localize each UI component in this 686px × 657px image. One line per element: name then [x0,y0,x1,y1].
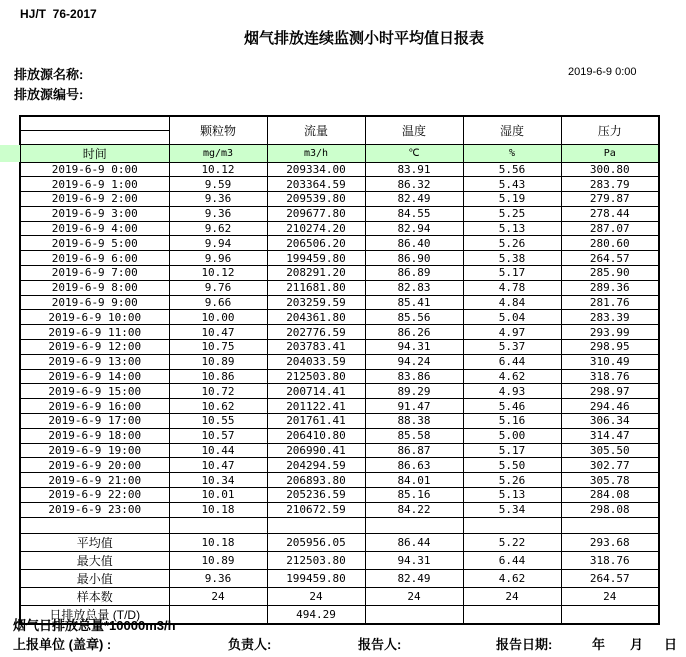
value-cell: 209539.80 [267,192,365,207]
source-code-label: 排放源编号: [14,87,84,102]
time-cell: 2019-6-9 9:00 [20,295,169,310]
time-header-label: 时间 [82,146,107,161]
value-cell: 206506.20 [267,236,365,251]
param-header-pressure: 压力 [561,116,659,144]
unit-pressure: Pa [561,144,659,162]
summary-row [20,533,659,551]
empty-cell [365,517,463,533]
value-cell: 203259.59 [267,295,365,310]
param-header-temperature: 温度 [365,116,463,144]
value-cell: 9.66 [169,295,267,310]
table-row [20,488,659,503]
table-row [20,428,659,443]
value-cell: 24 [267,587,365,605]
value-cell: 310.49 [561,354,659,369]
corner-split-line [21,117,169,131]
value-cell: 5.13 [463,488,561,503]
summary-label-cell: 最大值 [20,551,169,569]
value-cell: 94.24 [365,354,463,369]
value-cell: 5.16 [463,414,561,429]
value-cell: 209334.00 [267,162,365,177]
value-cell: 318.76 [561,369,659,384]
value-cell: 86.32 [365,177,463,192]
corner-cell [20,116,169,144]
value-cell: 202776.59 [267,325,365,340]
time-cell: 2019-6-9 20:00 [20,458,169,473]
table-row [20,369,659,384]
table-row [20,251,659,266]
unit-header-row [20,144,659,162]
value-cell: 91.47 [365,399,463,414]
value-cell: 9.94 [169,236,267,251]
stamp-label: 上报单位 (盖章) : [13,637,112,652]
year-label: 年 [592,637,606,652]
value-cell: 10.18 [169,502,267,517]
value-cell: 283.79 [561,177,659,192]
day-label: 日 [664,637,678,652]
value-cell [463,605,561,624]
value-cell: 5.26 [463,236,561,251]
time-cell: 2019-6-9 18:00 [20,428,169,443]
report-datetime: 2019-6-9 0:00 [568,66,637,78]
time-cell: 2019-6-9 23:00 [20,502,169,517]
value-cell: 318.76 [561,551,659,569]
value-cell: 83.91 [365,162,463,177]
value-cell: 5.25 [463,206,561,221]
value-cell: 314.47 [561,428,659,443]
param-header-row [20,116,659,144]
empty-cell [169,517,267,533]
value-cell: 85.58 [365,428,463,443]
value-cell: 203364.59 [267,177,365,192]
summary-row [20,587,659,605]
summary-label-cell: 最小值 [20,569,169,587]
value-cell: 82.83 [365,280,463,295]
value-cell: 5.04 [463,310,561,325]
param-header-particulate: 颗粒物 [169,116,267,144]
value-cell: 285.90 [561,266,659,281]
value-cell: 212503.80 [267,369,365,384]
table-row [20,162,659,177]
value-cell: 279.87 [561,192,659,207]
value-cell: 5.00 [463,428,561,443]
value-cell: 85.16 [365,488,463,503]
unit-flow: m3/h [267,144,365,162]
value-cell: 203783.41 [267,340,365,355]
value-cell: 287.07 [561,221,659,236]
value-cell: 211681.80 [267,280,365,295]
value-cell: 205236.59 [267,488,365,503]
time-cell: 2019-6-9 17:00 [20,414,169,429]
summary-label-cell: 平均值 [20,533,169,551]
value-cell: 5.17 [463,443,561,458]
value-cell: 4.97 [463,325,561,340]
empty-cell [20,517,169,533]
value-cell: 210274.20 [267,221,365,236]
value-cell: 294.46 [561,399,659,414]
value-cell: 86.87 [365,443,463,458]
value-cell: 306.34 [561,414,659,429]
value-cell: 5.38 [463,251,561,266]
value-cell: 89.29 [365,384,463,399]
value-cell: 5.43 [463,177,561,192]
time-cell: 2019-6-9 22:00 [20,488,169,503]
time-cell: 2019-6-9 13:00 [20,354,169,369]
monitoring-table [19,115,660,625]
table-row [20,443,659,458]
time-cell: 2019-6-9 12:00 [20,340,169,355]
value-cell: 305.78 [561,473,659,488]
value-cell: 9.36 [169,569,267,587]
value-cell: 199459.80 [267,251,365,266]
value-cell: 10.01 [169,488,267,503]
value-cell: 283.39 [561,310,659,325]
responsible-label: 负责人: [228,637,272,652]
value-cell: 82.49 [365,192,463,207]
value-cell: 298.95 [561,340,659,355]
value-cell: 24 [463,587,561,605]
value-cell: 204033.59 [267,354,365,369]
table-row [20,280,659,295]
reporter-label: 报告人: [358,637,402,652]
time-cell: 2019-6-9 6:00 [20,251,169,266]
empty-cell [463,517,561,533]
value-cell: 201761.41 [267,414,365,429]
value-cell: 24 [169,587,267,605]
footnote: 烟气日排放总量*10000m3/h [13,618,176,633]
value-cell: 5.19 [463,192,561,207]
spacer-row [20,517,659,533]
time-cell: 2019-6-9 14:00 [20,369,169,384]
value-cell: 10.34 [169,473,267,488]
unit-temperature: ℃ [365,144,463,162]
value-cell: 4.93 [463,384,561,399]
value-cell: 199459.80 [267,569,365,587]
value-cell: 86.90 [365,251,463,266]
value-cell: 5.22 [463,533,561,551]
time-cell: 2019-6-9 3:00 [20,206,169,221]
table-row [20,206,659,221]
empty-cell [561,517,659,533]
table-row [20,325,659,340]
value-cell: 10.12 [169,162,267,177]
time-cell: 2019-6-9 1:00 [20,177,169,192]
table-row [20,399,659,414]
value-cell: 212503.80 [267,551,365,569]
value-cell: 84.55 [365,206,463,221]
hourly-body [20,162,659,624]
value-cell: 206893.80 [267,473,365,488]
param-header-humidity: 湿度 [463,116,561,144]
value-cell: 206410.80 [267,428,365,443]
param-header-flow: 流量 [267,116,365,144]
table-row [20,310,659,325]
value-cell: 5.56 [463,162,561,177]
table-row [20,295,659,310]
value-cell: 10.44 [169,443,267,458]
value-cell: 24 [561,587,659,605]
summary-row [20,569,659,587]
value-cell: 6.44 [463,354,561,369]
value-cell: 293.99 [561,325,659,340]
value-cell: 10.18 [169,533,267,551]
value-cell: 83.86 [365,369,463,384]
value-cell: 9.62 [169,221,267,236]
value-cell: 298.08 [561,502,659,517]
value-cell: 208291.20 [267,266,365,281]
value-cell: 10.72 [169,384,267,399]
value-cell: 6.44 [463,551,561,569]
value-cell: 10.75 [169,340,267,355]
value-cell: 206990.41 [267,443,365,458]
table-row [20,177,659,192]
value-cell: 4.62 [463,569,561,587]
value-cell [169,605,267,624]
value-cell: 85.56 [365,310,463,325]
table-row [20,236,659,251]
value-cell: 204361.80 [267,310,365,325]
table-row [20,192,659,207]
value-cell: 10.00 [169,310,267,325]
value-cell: 88.38 [365,414,463,429]
value-cell: 85.41 [365,295,463,310]
value-cell: 300.80 [561,162,659,177]
value-cell: 86.63 [365,458,463,473]
value-cell: 10.47 [169,325,267,340]
table-head [20,116,659,162]
time-cell: 2019-6-9 8:00 [20,280,169,295]
value-cell [365,605,463,624]
value-cell: 281.76 [561,295,659,310]
time-header-cell [20,144,169,162]
value-cell: 205956.05 [267,533,365,551]
empty-cell [267,517,365,533]
value-cell: 284.08 [561,488,659,503]
value-cell: 4.62 [463,369,561,384]
time-cell: 2019-6-9 19:00 [20,443,169,458]
value-cell: 9.36 [169,206,267,221]
value-cell: 204294.59 [267,458,365,473]
table-row [20,502,659,517]
time-cell: 2019-6-9 2:00 [20,192,169,207]
value-cell: 9.59 [169,177,267,192]
value-cell: 9.76 [169,280,267,295]
value-cell: 200714.41 [267,384,365,399]
value-cell: 9.96 [169,251,267,266]
value-cell: 5.17 [463,266,561,281]
value-cell: 24 [365,587,463,605]
table-row [20,340,659,355]
value-cell: 305.50 [561,443,659,458]
value-cell: 10.86 [169,369,267,384]
value-cell: 4.78 [463,280,561,295]
table-row [20,473,659,488]
standard-code: HJ/T 76-2017 [20,7,97,21]
value-cell: 10.89 [169,551,267,569]
value-cell [561,605,659,624]
value-cell: 201122.41 [267,399,365,414]
value-cell: 10.47 [169,458,267,473]
time-cell: 2019-6-9 0:00 [20,162,169,177]
value-cell: 5.13 [463,221,561,236]
summary-label-cell: 样本数 [20,587,169,605]
table-row [20,266,659,281]
value-cell: 494.29 [267,605,365,624]
table-row [20,221,659,236]
report-date-label: 报告日期: [496,637,553,652]
value-cell: 5.37 [463,340,561,355]
value-cell: 4.84 [463,295,561,310]
value-cell: 9.36 [169,192,267,207]
time-cell: 2019-6-9 15:00 [20,384,169,399]
value-cell: 82.94 [365,221,463,236]
value-cell: 86.89 [365,266,463,281]
time-cell: 2019-6-9 4:00 [20,221,169,236]
value-cell: 82.49 [365,569,463,587]
time-cell: 2019-6-9 10:00 [20,310,169,325]
summary-row [20,551,659,569]
value-cell: 10.57 [169,428,267,443]
green-spill-strip [0,145,20,162]
table-row [20,414,659,429]
table-row [20,384,659,399]
value-cell: 84.22 [365,502,463,517]
value-cell: 278.44 [561,206,659,221]
value-cell: 5.46 [463,399,561,414]
value-cell: 302.77 [561,458,659,473]
time-cell: 2019-6-9 5:00 [20,236,169,251]
value-cell: 94.31 [365,551,463,569]
source-name-label: 排放源名称: [14,67,84,82]
time-cell: 2019-6-9 7:00 [20,266,169,281]
value-cell: 293.68 [561,533,659,551]
value-cell: 10.89 [169,354,267,369]
value-cell: 5.50 [463,458,561,473]
time-cell: 2019-6-9 11:00 [20,325,169,340]
value-cell: 86.26 [365,325,463,340]
value-cell: 264.57 [561,569,659,587]
time-cell: 2019-6-9 21:00 [20,473,169,488]
summary-label-cell: 日排放总量 (T/D) [20,605,169,624]
table-row [20,354,659,369]
value-cell: 86.40 [365,236,463,251]
value-cell: 94.31 [365,340,463,355]
unit-humidity: % [463,144,561,162]
value-cell: 5.34 [463,502,561,517]
page-title: 烟气排放连续监测小时平均值日报表 [243,30,484,47]
unit-particulate: mg/m3 [169,144,267,162]
value-cell: 86.44 [365,533,463,551]
value-cell: 5.26 [463,473,561,488]
month-label: 月 [630,637,644,652]
value-cell: 210672.59 [267,502,365,517]
value-cell: 209677.80 [267,206,365,221]
time-cell: 2019-6-9 16:00 [20,399,169,414]
value-cell: 280.60 [561,236,659,251]
value-cell: 298.97 [561,384,659,399]
value-cell: 84.01 [365,473,463,488]
value-cell: 264.57 [561,251,659,266]
value-cell: 10.12 [169,266,267,281]
value-cell: 10.55 [169,414,267,429]
value-cell: 289.36 [561,280,659,295]
value-cell: 10.62 [169,399,267,414]
table-row [20,458,659,473]
